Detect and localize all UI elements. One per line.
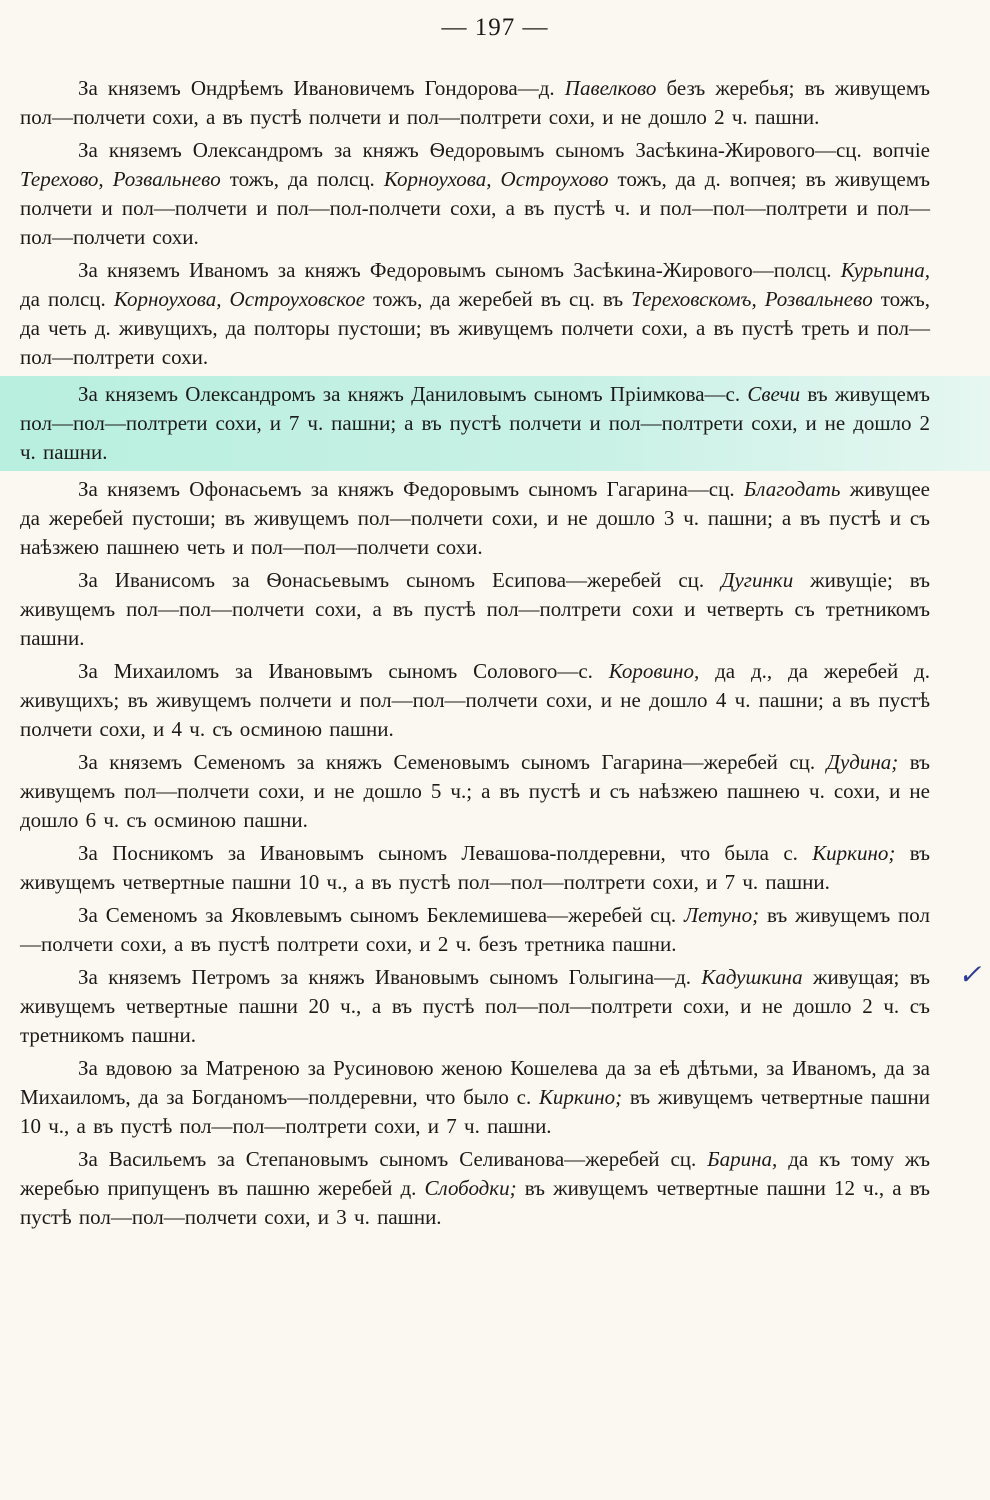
text-run: тожъ, да д. вопчея; въ живущемъ полчети и пол—полчети и пол—пол-полчети сохи, а въ пустѣ ч. и пол—пол—полтрети и пол—пол—полчети сохи. <box>20 167 930 249</box>
text-run: въ живущемъ пол—пол—полтрети сохи, и 7 ч. пашни; а въ пустѣ полчети и пол—полтрети сохи, и не дошло 2 ч. пашни. <box>20 382 930 464</box>
text-run: За Посникомъ за Ивановымъ сыномъ Левашова-полдеревни, что была с. <box>78 841 813 865</box>
paragraph <box>20 839 930 897</box>
text-run: За княземъ Офонасьемъ за княжъ Федоровымъ сыномъ Гагарина—сц. <box>78 477 744 501</box>
paragraph <box>20 1145 930 1232</box>
paragraph <box>20 657 930 744</box>
text-run: да къ тому жъ жеребью припущенъ въ пашню жеребей д. <box>20 1147 931 1200</box>
page-number: — 197 — <box>441 14 549 41</box>
place-name: Дудина; <box>826 750 899 774</box>
text-run: безъ жеребья; въ живущемъ пол—полчети сохи, а въ пустѣ полчети и пол—полтрети сохи, и не дошло 2 ч. пашни. <box>20 76 930 129</box>
place-name: Коровино, <box>608 659 700 683</box>
text-body <box>20 74 930 1236</box>
place-name: Свечи <box>747 382 801 406</box>
place-name: Летуно; <box>683 903 760 927</box>
text-run: живущая; въ живущемъ четвертные пашни 20 ч., а въ пустѣ пол—пол—полтрети сохи, и не дошло 2 ч. съ третникомъ пашни. <box>20 965 930 1047</box>
text-run: За княземъ Ондрѣемъ Ивановичемъ Гондорова—д. <box>78 76 565 100</box>
text-run: въ живущемъ пол—полчети сохи, а въ пустѣ полтрети сохи, и 2 ч. безъ третника пашни. <box>20 903 930 956</box>
paragraph <box>20 1054 930 1141</box>
text-run: живущіе; въ живущемъ пол—пол—полчети сохи, а въ пустѣ пол—полтрети сохи и четверть съ третникомъ пашни. <box>20 568 930 650</box>
text-run: тожъ, да жеребей въ сц. въ <box>365 287 632 311</box>
text-run: тожъ, да полсц. <box>220 167 384 191</box>
place-name: Корноухова, Остроуховское <box>113 287 366 311</box>
text-run: въ живущемъ четвертные пашни 10 ч., а въ пустѣ пол—пол—полтрети сохи, и 7 ч. пашни. <box>20 841 930 894</box>
place-name: Курьпина, <box>840 258 930 282</box>
text-run: За Михаиломъ за Ивановымъ сыномъ Соловoго—с. <box>78 659 609 683</box>
text-run: За Васильемъ за Степановымъ сыномъ Селиванова—жеребей сц. <box>78 1147 708 1171</box>
place-name: Благодать <box>743 477 841 501</box>
text-run: За княземъ Олександромъ за княжъ Даниловымъ сыномъ Пріимкова—с. <box>78 382 748 406</box>
paragraph <box>20 901 930 959</box>
text-run: За княземъ Олександромъ за княжъ Ѳедоровымъ сыномъ Засѣкина-Жировoго—сц. вопчіе <box>78 138 930 162</box>
text-run: За княземъ Иваномъ за княжъ Федоровымъ сыномъ Засѣкина-Жировoго—полсц. <box>78 258 841 282</box>
paragraph <box>20 566 930 653</box>
text-run: въ живущемъ четвертные пашни 10 ч., а въ пустѣ пол—пол—полтрети сохи, и 7 ч. пашни. <box>20 1085 930 1138</box>
text-run: въ живущемъ пол—полчети сохи, и не дошло 5 ч.; а въ пустѣ и съ наѣзжею пашнею ч. сохи, и не дошло 6 ч. съ осминою пашни. <box>20 750 930 832</box>
place-name: Дугинки <box>721 568 794 592</box>
place-name: Павелково <box>564 76 657 100</box>
text-run: въ живущемъ четвертные пашни 12 ч., а въ пустѣ пол—пол—полчети сохи, и 3 ч. пашни. <box>20 1176 930 1229</box>
place-name: Кадушкина <box>701 965 803 989</box>
paragraph <box>20 256 930 372</box>
paragraph <box>20 748 930 835</box>
text-run: За княземъ Петромъ за княжъ Ивановымъ сыномъ Голыгина—д. <box>78 965 702 989</box>
text-run: За княземъ Семеномъ за княжъ Семеновымъ сыномъ Гагарина—жеребей сц. <box>78 750 827 774</box>
paragraph <box>20 74 930 132</box>
paragraph <box>20 475 930 562</box>
place-name: Слободки; <box>424 1176 517 1200</box>
paragraph <box>20 963 930 1050</box>
place-name: Тереховскомъ, Розвальневo <box>631 287 873 311</box>
text-run: За вдовою за Матреною за Русиновою женою Кошелева да за еѣ дѣтьми, за Иваномъ, да за Михаиломъ, да за Богданомъ—полдеревни, что было с. <box>20 1056 930 1109</box>
place-name: Терехово, Розвальневo <box>20 167 221 191</box>
text-run: тожъ, да четь д. живущихъ, да полторы пустоши; въ живущемъ полчети сохи, а въ пустѣ треть и пол—пол—полтрети сохи. <box>20 287 930 369</box>
text-run: За Иванисомъ за Ѳонасьевымъ сыномъ Есипова—жеребей сц. <box>78 568 722 592</box>
place-name: Киркино; <box>812 841 896 865</box>
text-run: да д., да жеребей д. живущихъ; въ живущемъ полчети и пол—пол—полчети сохи, и не дошло 4 ч. пашни; а въ пустѣ полчети сохи, и 4 ч. съ осминою пашни. <box>20 659 930 741</box>
paragraph <box>0 376 990 471</box>
paragraph <box>20 136 930 252</box>
text-run: За Семеномъ за Яковлевымъ сыномъ Беклемишева—жеребей сц. <box>78 903 684 927</box>
margin-checkmark: ✓ <box>958 960 982 991</box>
text-run: да полсц. <box>20 287 114 311</box>
place-name: Барина, <box>707 1147 778 1171</box>
text-run: живущее да жеребей пустоши; въ живущемъ пол—полчети сохи, и не дошло 3 ч. пашни; а въ пустѣ и съ наѣзжею пашнею четь и пол—пол—полчети сохи. <box>20 477 930 559</box>
place-name: Киркино; <box>538 1085 623 1109</box>
place-name: Корноухова, Остроухово <box>383 167 609 191</box>
